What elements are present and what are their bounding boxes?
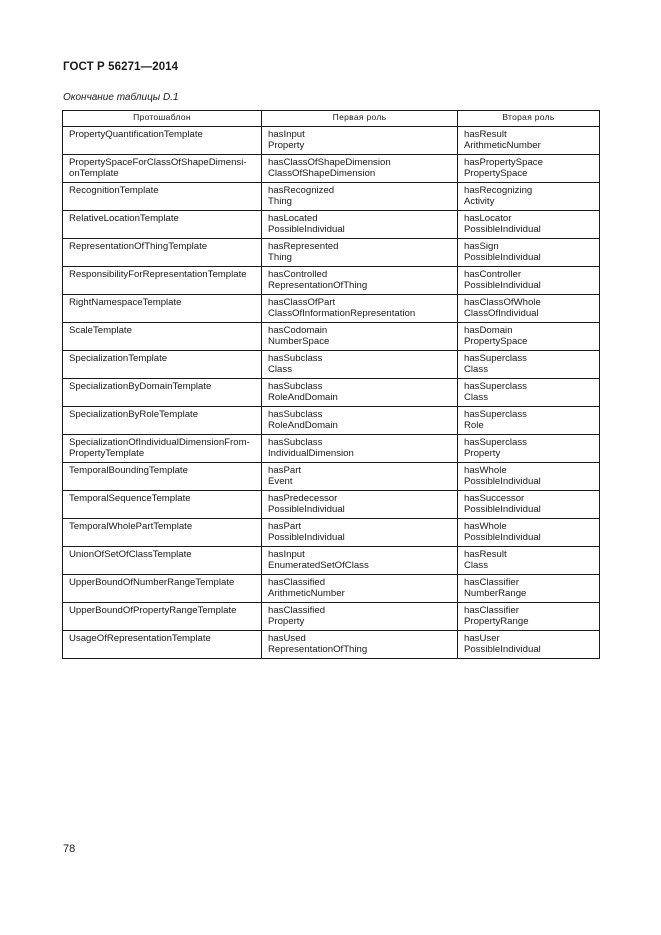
cell-text-line: UsageOfRepresentationTemplate [69,633,211,644]
cell-second-role [458,547,600,575]
cell-text-line: hasSubclass [268,353,323,364]
document-header: ГОСТ Р 56271—2014 [63,61,179,73]
cell-text-line: ArithmeticNumber [268,588,345,599]
cell-text-line: ArithmeticNumber [464,140,541,151]
cell-text-line: PossibleIndividual [464,504,541,515]
cell-second-role [458,603,600,631]
cell-text-line: UpperBoundOfNumberRangeTemplate [69,577,235,588]
cell-text-line: hasInput [268,129,305,140]
cell-second-role [458,239,600,267]
cell-first-role [262,351,458,379]
cell-template [63,351,262,379]
cell-first-role [262,211,458,239]
column-header-second-role: Вторая роль [458,111,600,127]
cell-second-role [458,211,600,239]
cell-template [63,603,262,631]
cell-text-line: SpecializationByRoleTemplate [69,409,199,420]
table-row [63,211,600,239]
page-number: 78 [63,843,76,855]
cell-text-line: hasWhole [464,465,507,476]
column-header-template: Протошаблон [63,111,262,127]
cell-text-line: SpecializationTemplate [69,353,168,364]
cell-second-role [458,127,600,155]
cell-template [63,267,262,295]
cell-second-role [458,463,600,491]
cell-text-line: UnionOfSetOfClassTemplate [69,549,192,560]
cell-text-line: RepresentationOfThing [268,644,368,655]
cell-text-line: hasSuperclass [464,381,527,392]
table-row [63,239,600,267]
cell-text-line: onTemplate [69,168,119,179]
cell-text-line: RecognitionTemplate [69,185,159,196]
cell-text-line: hasRecognizing [464,185,533,196]
cell-text-line: PropertySpace [464,168,528,179]
cell-text-line: hasSuperclass [464,409,527,420]
table-row [63,267,600,295]
table-row [63,407,600,435]
cell-template [63,519,262,547]
cell-text-line: SpecializationOfIndividualDimensionFrom- [69,437,250,448]
cell-first-role [262,407,458,435]
cell-text-line: PossibleIndividual [464,476,541,487]
cell-text-line: hasRecognized [268,185,335,196]
cell-text-line: hasResult [464,129,507,140]
cell-text-line: hasRepresented [268,241,339,252]
cell-template [63,631,262,659]
cell-template [63,435,262,463]
cell-second-role [458,435,600,463]
cell-first-role [262,267,458,295]
cell-first-role [262,323,458,351]
cell-text-line: PossibleIndividual [268,532,345,543]
cell-text-line: hasClassOfWhole [464,297,541,308]
cell-text-line: hasLocated [268,213,318,224]
cell-text-line: hasSuperclass [464,437,527,448]
cell-text-line: PropertySpace [464,336,528,347]
table-row [63,575,600,603]
cell-text-line: Property [464,448,501,459]
cell-template [63,379,262,407]
cell-text-line: hasPart [268,521,302,532]
cell-text-line: PossibleIndividual [268,224,345,235]
cell-text-line: hasSign [464,241,499,252]
table-row [63,295,600,323]
table-row [63,463,600,491]
cell-text-line: hasResult [464,549,507,560]
cell-template [63,547,262,575]
cell-text-line: hasClassified [268,577,326,588]
cell-text-line: ScaleTemplate [69,325,132,336]
cell-text-line: PossibleIndividual [464,644,541,655]
cell-second-role [458,407,600,435]
cell-text-line: Thing [268,196,292,207]
cell-text-line: hasPart [268,465,302,476]
cell-text-line: Activity [464,196,495,207]
cell-text-line: RepresentationOfThingTemplate [69,241,208,252]
cell-first-role [262,631,458,659]
cell-text-line: Property [268,616,305,627]
cell-text-line: PropertyRange [464,616,529,627]
table-row [63,379,600,407]
table-row [63,127,600,155]
cell-text-line: Role [464,420,484,431]
cell-text-line: hasPredecessor [268,493,338,504]
table-row [63,491,600,519]
cell-text-line: NumberSpace [268,336,330,347]
cell-first-role [262,491,458,519]
cell-template [63,295,262,323]
cell-text-line: NumberRange [464,588,527,599]
cell-text-line: hasSuperclass [464,353,527,364]
cell-template [63,127,262,155]
table-row [63,351,600,379]
cell-text-line: PropertyQuantificationTemplate [69,129,203,140]
cell-text-line: Class [464,364,488,375]
cell-text-line: Class [464,560,488,571]
cell-text-line: hasSubclass [268,409,323,420]
cell-text-line: PropertySpaceForClassOfShapeDimensi- [69,157,247,168]
cell-template [63,463,262,491]
cell-second-role [458,183,600,211]
cell-text-line: ClassOfIndividual [464,308,539,319]
cell-first-role [262,239,458,267]
cell-second-role [458,295,600,323]
cell-first-role [262,127,458,155]
cell-text-line: hasController [464,269,522,280]
cell-text-line: hasWhole [464,521,507,532]
cell-text-line: hasSubclass [268,381,323,392]
cell-template [63,155,262,183]
cell-second-role [458,631,600,659]
cell-template [63,211,262,239]
cell-text-line: hasClassOfShapeDimension [268,157,391,168]
cell-text-line: hasCodomain [268,325,328,336]
table-row [63,323,600,351]
cell-text-line: EnumeratedSetOfClass [268,560,369,571]
cell-text-line: PossibleIndividual [464,280,541,291]
table-row [63,435,600,463]
cell-first-role [262,379,458,407]
cell-text-line: hasClassOfPart [268,297,336,308]
cell-text-line: RoleAndDomain [268,392,338,403]
cell-text-line: Property [268,140,305,151]
cell-text-line: RightNamespaceTemplate [69,297,182,308]
table-caption: Окончание таблицы D.1 [63,92,179,103]
cell-text-line: Class [464,392,488,403]
cell-template [63,407,262,435]
cell-text-line: hasUser [464,633,500,644]
cell-text-line: PossibleIndividual [268,504,345,515]
cell-text-line: ResponsibilityForRepresentationTemplate [69,269,247,280]
cell-first-role [262,435,458,463]
cell-text-line: PossibleIndividual [464,532,541,543]
cell-second-role [458,379,600,407]
cell-first-role [262,295,458,323]
cell-text-line: RepresentationOfThing [268,280,368,291]
cell-text-line: hasControlled [268,269,328,280]
cell-text-line: TemporalBoundingTemplate [69,465,188,476]
cell-text-line: hasSubclass [268,437,323,448]
cell-text-line: Thing [268,252,292,263]
cell-text-line: RelativeLocationTemplate [69,213,179,224]
cell-second-role [458,491,600,519]
cell-first-role [262,519,458,547]
cell-second-role [458,267,600,295]
cell-text-line: hasSuccessor [464,493,525,504]
table-row [63,631,600,659]
table-body [63,127,600,659]
cell-template [63,239,262,267]
cell-first-role [262,155,458,183]
cell-second-role [458,575,600,603]
cell-text-line: ClassOfInformationRepresentation [268,308,416,319]
cell-first-role [262,463,458,491]
cell-template [63,183,262,211]
cell-second-role [458,155,600,183]
cell-text-line: hasLocator [464,213,512,224]
cell-text-line: IndividualDimension [268,448,354,459]
cell-text-line: hasClassifier [464,605,519,616]
column-header-first-role: Первая роль [262,111,458,127]
cell-first-role [262,547,458,575]
cell-second-role [458,323,600,351]
table-header-row [63,111,600,127]
cell-text-line: hasClassifier [464,577,519,588]
cell-text-line: hasInput [268,549,305,560]
cell-text-line: UpperBoundOfPropertyRangeTemplate [69,605,237,616]
cell-template [63,575,262,603]
cell-text-line: TemporalWholePartTemplate [69,521,193,532]
cell-text-line: PropertyTemplate [69,448,145,459]
cell-text-line: hasPropertySpace [464,157,543,168]
cell-first-role [262,603,458,631]
table-row [63,155,600,183]
cell-text-line: SpecializationByDomainTemplate [69,381,212,392]
cell-text-line: Event [268,476,293,487]
cell-first-role [262,183,458,211]
table-row [63,183,600,211]
table-row [63,603,600,631]
cell-text-line: hasDomain [464,325,513,336]
cell-text-line: hasUsed [268,633,306,644]
cell-template [63,323,262,351]
cell-first-role [262,575,458,603]
cell-second-role [458,519,600,547]
cell-second-role [458,351,600,379]
cell-text-line: TemporalSequenceTemplate [69,493,191,504]
cell-text-line: PossibleIndividual [464,224,541,235]
cell-text-line: ClassOfShapeDimension [268,168,376,179]
cell-template [63,491,262,519]
cell-text-line: hasClassified [268,605,326,616]
prototemplate-table [62,110,600,659]
cell-text-line: RoleAndDomain [268,420,338,431]
table-row [63,519,600,547]
table-row [63,547,600,575]
cell-text-line: Class [268,364,292,375]
cell-text-line: PossibleIndividual [464,252,541,263]
